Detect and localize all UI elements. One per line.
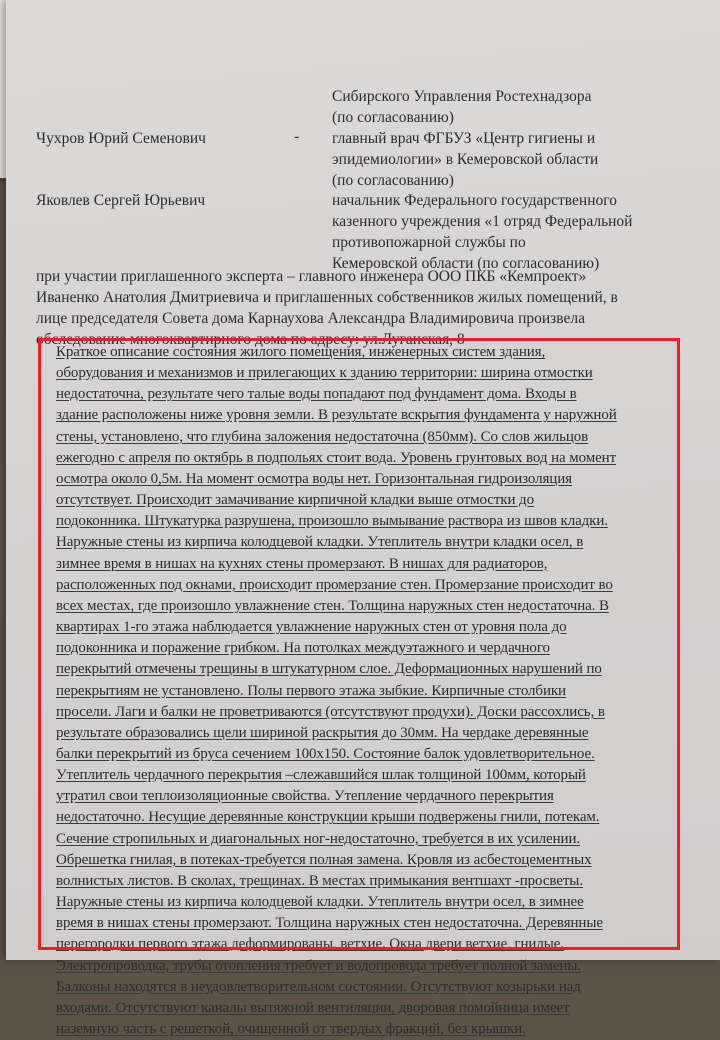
description-line: Краткое описание состояния жилого помещения, инженерных систем здания,: [56, 344, 546, 360]
description-line: Наружные стены из кирпича колодцевой кладки. Утеплитель внутри осел, в зимнее: [56, 894, 584, 911]
person-1-name: Чухров Юрий Семенович: [36, 130, 206, 147]
description-line: подоконника. Штукатурка разрушена, произошло вымывание раствора из швов кладки.: [56, 513, 608, 530]
role-line: казенного учреждения «1 отряд Федеральной: [332, 213, 633, 230]
description-line: недостаточна, результате чего талые воды попадают под фундамент дома. Входы в: [56, 386, 577, 403]
description-line: балки перекрытий из бруса сечением 100х150. Состояние балок удовлетворительное.: [56, 745, 595, 762]
person-1-role: [332, 128, 598, 191]
role-line: главный врач ФГБУЗ «Центр гигиены и: [332, 130, 596, 147]
description-line: отсутствует. Происходит замачивание кирпичной кладки выше отмостки до: [56, 492, 534, 509]
description-line: здание расположены ниже уровня земли. В результате вскрытия фундамента у наружной: [56, 407, 617, 424]
role-line: начальник Федерального государственного: [332, 192, 617, 209]
description-line: Обрешетка гнилая, в потеках-требуется полная замена. Кровля из асбестоцементных: [56, 851, 592, 868]
description-line: Наружные стены из кирпича колодцевой кладки. Утеплитель внутри кладки осел, в: [56, 534, 584, 551]
person-2-role: [332, 190, 632, 274]
role-line: (по согласованию): [332, 109, 454, 126]
description-line: квартирах 1-го этажа наблюдается увлажнение наружных стен от уровня пола до: [56, 619, 567, 636]
description-line: перекрытий отмечены трещины в штукатурном слое. Деформационных нарушений по: [56, 661, 602, 678]
description-line: Сечение стропильных и диагональных ног-недостаточно, требуется в их усилении.: [56, 830, 581, 847]
description-line: перекрытиям не установлено. Полы первого этажа зыбкие. Кирпичные столбики: [56, 682, 566, 699]
description-line: Балконы находятся в неудовлетворительном состоянии. Отсутствуют козырьки над: [56, 978, 581, 995]
role-line: Сибирского Управления Ростехнадзора: [332, 88, 592, 105]
description-line: волнистых листов. В сколах, трещинах. В местах примыкания вентшахт -просветы.: [56, 872, 583, 889]
first-role-block: [332, 86, 592, 128]
description-line: ежегодно с апреля по октябрь в подпольях стоит вода. Уровень грунтовых вод на момент: [56, 449, 617, 466]
expert-line: обследование многоквартирного дома по адресу: ул.Луганская, 8: [36, 331, 465, 348]
expert-line: Иваненко Анатолия Дмитриевича и приглашенных собственников жилых помещений, в: [36, 289, 618, 306]
description-line: просели. Лаги и балки не проветриваются (отсутствуют продухи). Доски рассохлись, в: [56, 703, 605, 720]
description-line: оборудования и механизмов и прилегающих к зданию территории: ширина отмостки: [56, 365, 593, 382]
role-line: (по согласованию): [332, 172, 454, 189]
role-line: эпидемиологии» в Кемеровской области: [332, 151, 599, 168]
description-line: всех местах, где произошло увлажнение стен. Толщина наружных стен недостаточна. В: [56, 597, 609, 614]
description-line: зимнее время в нишах на кухнях стены промерзают. В нишах для радиаторов,: [56, 555, 548, 572]
description-line: время в нишах стены промерзают. Толщина наружных стен недостаточна. Деревянные: [56, 915, 603, 932]
role-line: противопожарной службы по: [332, 234, 526, 251]
role-line: Кемеровской области (по согласованию): [332, 255, 600, 272]
description-line: Утеплитель чердачного перекрытия –слежавшийся шлак толщиной 100мм, который: [56, 767, 586, 784]
description-line: результате образовались щели шириной раскрытия до 30мм. На чердаке деревянные: [56, 724, 589, 741]
expert-line: лице председателя Совета дома Карнаухова Александра Владимировича произвела: [36, 310, 586, 327]
description-line: перегородки первого этажа деформированы, ветхие. Окна двери ветхие, гнилые.: [56, 936, 564, 953]
description-line: входами. Отсутствуют каналы вытяжной вентиляции, дворовая помойница имеет: [56, 999, 570, 1016]
description-line: Электропроводка, трубы отопления требует и водопровода требует полной замены.: [56, 957, 581, 974]
red-highlight-frame: [38, 338, 680, 950]
description-line: осмотра около 0,5м. На момент осмотра воды нет. Горизонтальная гидроизоляция: [56, 470, 572, 487]
description-line: недостаточно. Несущие деревянные конструкции крыши подвержены гнили, потекам.: [56, 809, 600, 826]
description-line: расположенных под окнами, происходит промерзание стен. Промерзание происходит во: [56, 576, 613, 593]
description-line: наземную часть с решеткой, очищенной от твердых фракций, без крышки.: [56, 1021, 526, 1037]
person-2-name: Яковлев Сергей Юрьевич: [36, 192, 206, 209]
person-1-dash: -: [294, 128, 300, 145]
description-line: стены, установлено, что глубина заложения недостаточна (850мм). Со слов жильцов: [56, 428, 589, 445]
expert-line: при участии приглашенного эксперта – главного инженера ООО ПКБ «Кемпроект»: [36, 268, 587, 285]
description-line: подоконника и поражение грибком. На потолках междуэтажного и чердачного: [56, 640, 550, 657]
description-line: утратил свои теплоизоляционные свойства. Утепление чердачного перекрытия: [56, 788, 554, 805]
